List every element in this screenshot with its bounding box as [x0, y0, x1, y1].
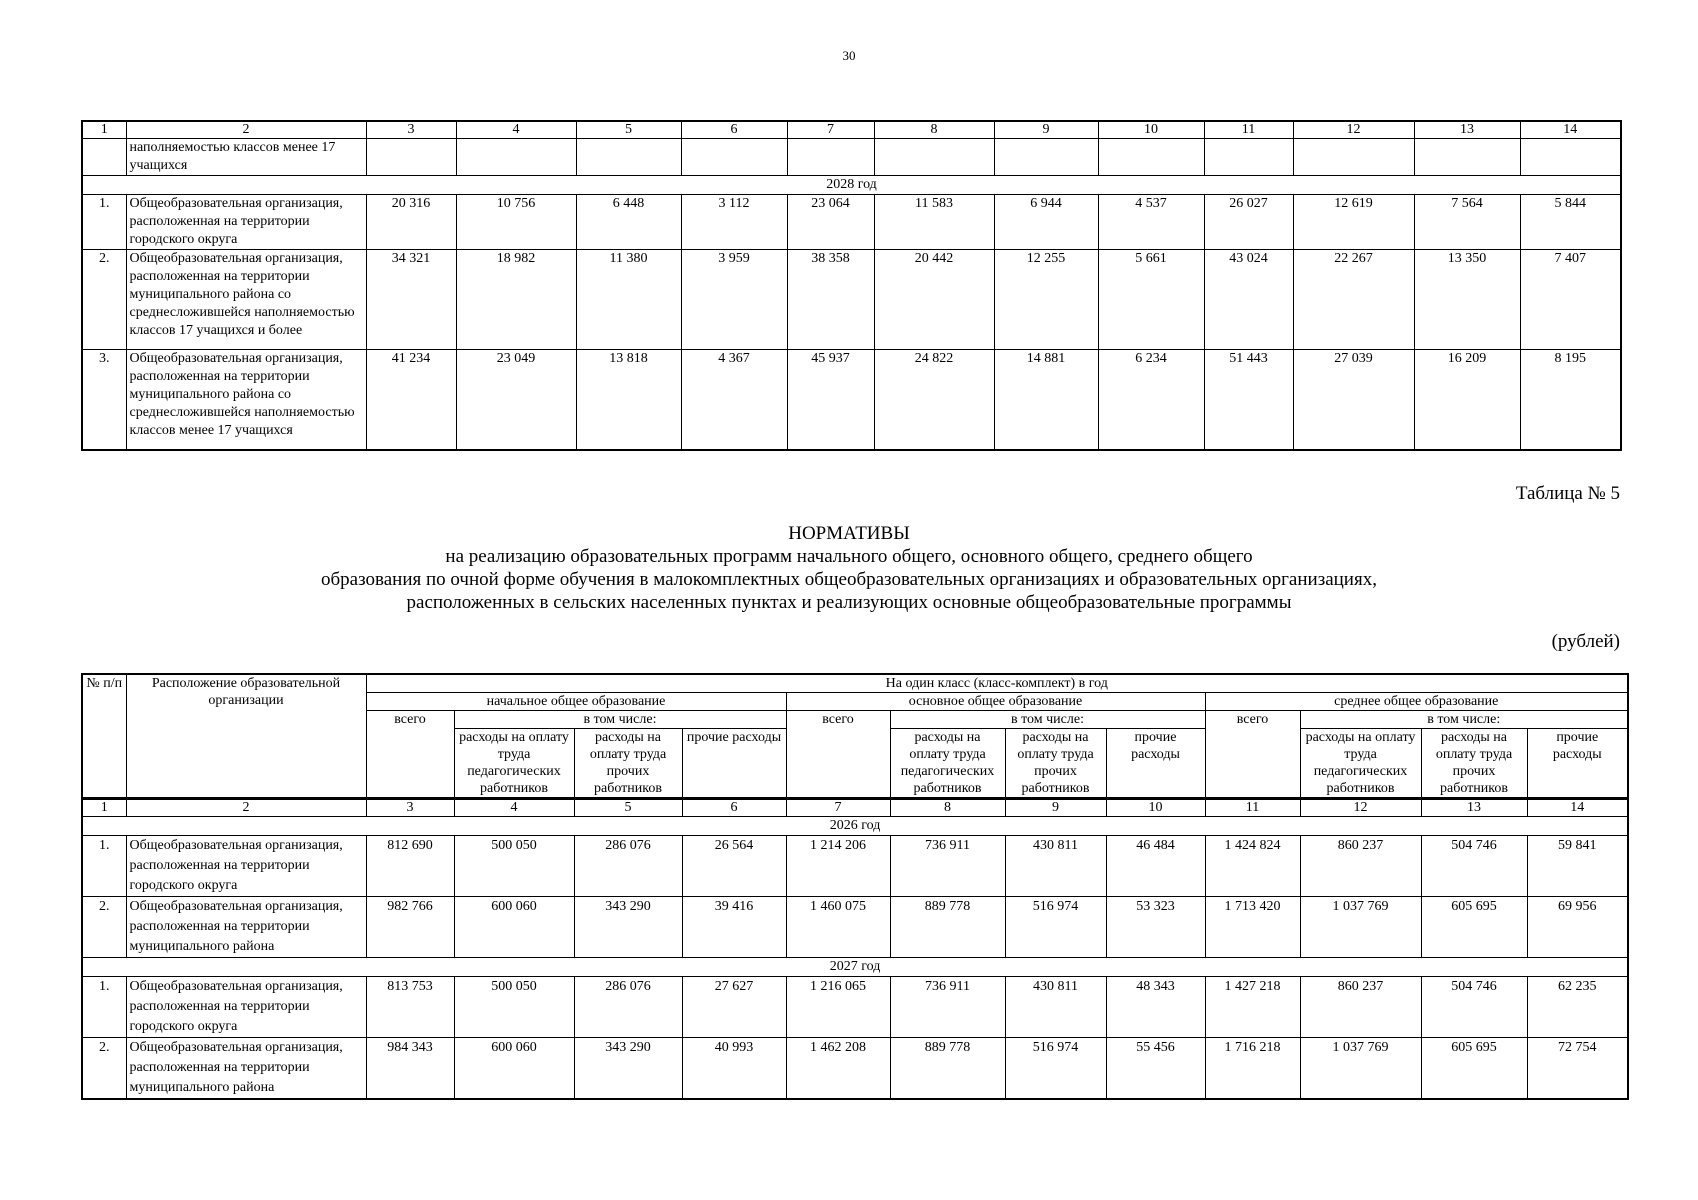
column-number: 10 [1098, 121, 1204, 139]
column-number: 1 [82, 121, 126, 139]
data-cell: 48 343 [1106, 977, 1205, 1038]
data-cell: 286 076 [574, 836, 682, 897]
data-cell: 982 766 [366, 897, 454, 958]
row-number: 2. [82, 897, 126, 958]
data-cell: 736 911 [890, 836, 1005, 897]
data-cell: 59 841 [1527, 836, 1628, 897]
row-location: Общеобразовательная организация, расположенная на территории городского округа [126, 977, 366, 1038]
data-cell: 1 037 769 [1300, 1038, 1421, 1100]
data-cell: 4 367 [681, 350, 787, 450]
table-row [82, 897, 1628, 958]
data-cell: 504 746 [1421, 836, 1527, 897]
table-row [82, 195, 1621, 250]
document-subtitle-line-3: расположенных в сельских населенных пунктах и реализующих основные общеобразовательные программы [406, 592, 1292, 613]
data-cell: 27 627 [682, 977, 786, 1038]
column-number-row [82, 799, 1628, 817]
data-cell [1520, 139, 1621, 176]
data-cell [1204, 139, 1293, 176]
data-cell: 504 746 [1421, 977, 1527, 1038]
data-cell: 18 982 [456, 250, 576, 350]
data-cell: 605 695 [1421, 1038, 1527, 1100]
data-cell: 11 583 [874, 195, 994, 250]
header-level-basic: основное общее образование [786, 693, 1205, 711]
row-location: Общеобразовательная организация, расположенная на территории городского округа [126, 836, 366, 897]
data-cell: 7 407 [1520, 250, 1621, 350]
header-per-class: На один класс (класс-комплект) в год [366, 674, 1628, 693]
column-number: 13 [1414, 121, 1520, 139]
data-cell: 4 537 [1098, 195, 1204, 250]
data-cell: 5 661 [1098, 250, 1204, 350]
row-location: Общеобразовательная организация, расположенная на территории муниципального района [126, 1038, 366, 1100]
data-cell: 1 216 065 [786, 977, 890, 1038]
column-number: 2 [126, 121, 366, 139]
column-number: 14 [1520, 121, 1621, 139]
header-num: № п/п [82, 674, 126, 799]
data-cell: 5 844 [1520, 195, 1621, 250]
data-cell: 51 443 [1204, 350, 1293, 450]
data-cell: 600 060 [454, 897, 574, 958]
column-number-row [82, 121, 1621, 139]
column-number: 12 [1293, 121, 1414, 139]
header-other-staff: расходы на оплату труда прочих работников [1005, 729, 1106, 799]
data-cell [366, 139, 456, 176]
data-cell: 16 209 [1414, 350, 1520, 450]
table-row [82, 1038, 1628, 1100]
data-cell: 1 424 824 [1205, 836, 1300, 897]
data-cell: 46 484 [1106, 836, 1205, 897]
page-number: 30 [842, 48, 856, 63]
header-other: прочие расходы [1527, 729, 1628, 799]
data-cell [874, 139, 994, 176]
data-cell: 20 442 [874, 250, 994, 350]
table-label: Таблица № 5 [1515, 483, 1620, 504]
data-cell: 3 959 [681, 250, 787, 350]
data-cell: 500 050 [454, 836, 574, 897]
year-label: 2028 год [82, 176, 1621, 195]
data-cell: 1 713 420 [1205, 897, 1300, 958]
data-cell [681, 139, 787, 176]
year-row [82, 817, 1628, 836]
column-number: 5 [574, 799, 682, 817]
row-location: Общеобразовательная организация, расположенная на территории городского округа [126, 195, 366, 250]
header-level-secondary: среднее общее образование [1205, 693, 1628, 711]
year-row [82, 176, 1621, 195]
data-cell: 6 944 [994, 195, 1098, 250]
data-cell: 13 818 [576, 350, 681, 450]
header-location: Расположение образовательной организации [126, 674, 366, 799]
data-cell: 23 064 [787, 195, 874, 250]
column-number: 4 [456, 121, 576, 139]
data-cell: 430 811 [1005, 977, 1106, 1038]
row-location: Общеобразовательная организация, расположенная на территории муниципального района со среднесложившейся наполняемостью классов менее 17 учащихся [126, 350, 366, 450]
year-row [82, 958, 1628, 977]
data-cell: 43 024 [1204, 250, 1293, 350]
header-total: всего [1205, 711, 1300, 799]
data-cell: 1 716 218 [1205, 1038, 1300, 1100]
data-cell: 6 234 [1098, 350, 1204, 450]
column-number: 7 [786, 799, 890, 817]
column-number: 6 [681, 121, 787, 139]
row-number: 2. [82, 250, 126, 350]
document-subtitle-line-2: образования по очной форме обучения в малокомплектных общеобразовательных организациях и образовательных организациях, [321, 569, 1377, 590]
data-cell: 1 462 208 [786, 1038, 890, 1100]
data-cell: 343 290 [574, 897, 682, 958]
data-cell: 20 316 [366, 195, 456, 250]
norms-table [81, 673, 1629, 1100]
data-cell: 26 564 [682, 836, 786, 897]
header-ped: расходы на оплату труда педагогических работников [454, 729, 574, 799]
data-cell: 23 049 [456, 350, 576, 450]
column-number: 3 [366, 121, 456, 139]
units-label: (рублей) [1551, 631, 1620, 652]
data-cell: 7 564 [1414, 195, 1520, 250]
data-cell: 12 255 [994, 250, 1098, 350]
data-cell: 53 323 [1106, 897, 1205, 958]
header-total: всего [366, 711, 454, 799]
data-cell: 813 753 [366, 977, 454, 1038]
column-number: 8 [874, 121, 994, 139]
data-cell: 605 695 [1421, 897, 1527, 958]
data-cell: 12 619 [1293, 195, 1414, 250]
header-level-primary: начальное общее образование [366, 693, 786, 711]
column-number: 9 [994, 121, 1098, 139]
header-other: прочие расходы [1106, 729, 1205, 799]
data-cell [1414, 139, 1520, 176]
column-number: 11 [1205, 799, 1300, 817]
table-row [82, 977, 1628, 1038]
header-including: в том числе: [454, 711, 786, 729]
header-total: всего [786, 711, 890, 799]
data-cell: 26 027 [1204, 195, 1293, 250]
data-cell: 34 321 [366, 250, 456, 350]
column-number: 12 [1300, 799, 1421, 817]
data-cell: 889 778 [890, 1038, 1005, 1100]
data-cell: 500 050 [454, 977, 574, 1038]
data-cell: 69 956 [1527, 897, 1628, 958]
column-number: 10 [1106, 799, 1205, 817]
data-cell: 1 214 206 [786, 836, 890, 897]
data-cell [456, 139, 576, 176]
data-cell: 430 811 [1005, 836, 1106, 897]
header-ped: расходы на оплату труда педагогических работников [890, 729, 1005, 799]
table-row [82, 350, 1621, 450]
data-cell [994, 139, 1098, 176]
year-label: 2027 год [82, 958, 1628, 977]
row-number: 1. [82, 977, 126, 1038]
data-cell: 24 822 [874, 350, 994, 450]
header-ped: расходы на оплату труда педагогических работников [1300, 729, 1421, 799]
row-number [82, 139, 126, 176]
column-number: 2 [126, 799, 366, 817]
column-number: 9 [1005, 799, 1106, 817]
data-cell [576, 139, 681, 176]
data-cell: 11 380 [576, 250, 681, 350]
header-other: прочие расходы [682, 729, 786, 799]
column-number: 3 [366, 799, 454, 817]
header-including: в том числе: [1300, 711, 1628, 729]
data-cell: 72 754 [1527, 1038, 1628, 1100]
data-cell: 8 195 [1520, 350, 1621, 450]
row-location: Общеобразовательная организация, расположенная на территории муниципального района [126, 897, 366, 958]
data-cell: 27 039 [1293, 350, 1414, 450]
row-number: 2. [82, 1038, 126, 1100]
data-cell: 62 235 [1527, 977, 1628, 1038]
table-row [82, 139, 1621, 176]
header-other-staff: расходы на оплату труда прочих работников [574, 729, 682, 799]
data-cell: 516 974 [1005, 897, 1106, 958]
column-number: 8 [890, 799, 1005, 817]
data-cell: 860 237 [1300, 836, 1421, 897]
document-title: НОРМАТИВЫ [788, 523, 910, 544]
data-cell: 22 267 [1293, 250, 1414, 350]
row-location: наполняемостью классов менее 17 учащихся [126, 139, 366, 176]
row-number: 1. [82, 836, 126, 897]
data-cell [1098, 139, 1204, 176]
data-cell: 3 112 [681, 195, 787, 250]
data-cell [787, 139, 874, 176]
year-label: 2026 год [82, 817, 1628, 836]
data-cell: 40 993 [682, 1038, 786, 1100]
column-number: 14 [1527, 799, 1628, 817]
data-cell: 286 076 [574, 977, 682, 1038]
data-cell: 14 881 [994, 350, 1098, 450]
header-row-1 [82, 674, 1628, 693]
data-cell: 889 778 [890, 897, 1005, 958]
data-cell: 45 937 [787, 350, 874, 450]
column-number: 4 [454, 799, 574, 817]
table-continuation [81, 120, 1622, 451]
data-cell: 736 911 [890, 977, 1005, 1038]
data-cell: 516 974 [1005, 1038, 1106, 1100]
table-row [82, 250, 1621, 350]
row-number: 3. [82, 350, 126, 450]
data-cell: 39 416 [682, 897, 786, 958]
document-subtitle-line-1: на реализацию образовательных программ начального общего, основного общего, среднего общего [445, 546, 1253, 567]
header-other-staff: расходы на оплату труда прочих работников [1421, 729, 1527, 799]
data-cell: 1 427 218 [1205, 977, 1300, 1038]
column-number: 6 [682, 799, 786, 817]
data-cell: 1 460 075 [786, 897, 890, 958]
column-number: 11 [1204, 121, 1293, 139]
data-cell: 984 343 [366, 1038, 454, 1100]
column-number: 1 [82, 799, 126, 817]
data-cell: 1 037 769 [1300, 897, 1421, 958]
data-cell: 10 756 [456, 195, 576, 250]
data-cell: 6 448 [576, 195, 681, 250]
data-cell: 38 358 [787, 250, 874, 350]
row-number: 1. [82, 195, 126, 250]
data-cell: 55 456 [1106, 1038, 1205, 1100]
row-location: Общеобразовательная организация, расположенная на территории муниципального района со среднесложившейся наполняемостью классов 17 учащихся и более [126, 250, 366, 350]
table-row [82, 836, 1628, 897]
data-cell: 812 690 [366, 836, 454, 897]
column-number: 7 [787, 121, 874, 139]
data-cell: 41 234 [366, 350, 456, 450]
column-number: 13 [1421, 799, 1527, 817]
header-including: в том числе: [890, 711, 1205, 729]
data-cell: 860 237 [1300, 977, 1421, 1038]
data-cell: 343 290 [574, 1038, 682, 1100]
data-cell: 13 350 [1414, 250, 1520, 350]
data-cell: 600 060 [454, 1038, 574, 1100]
data-cell [1293, 139, 1414, 176]
column-number: 5 [576, 121, 681, 139]
